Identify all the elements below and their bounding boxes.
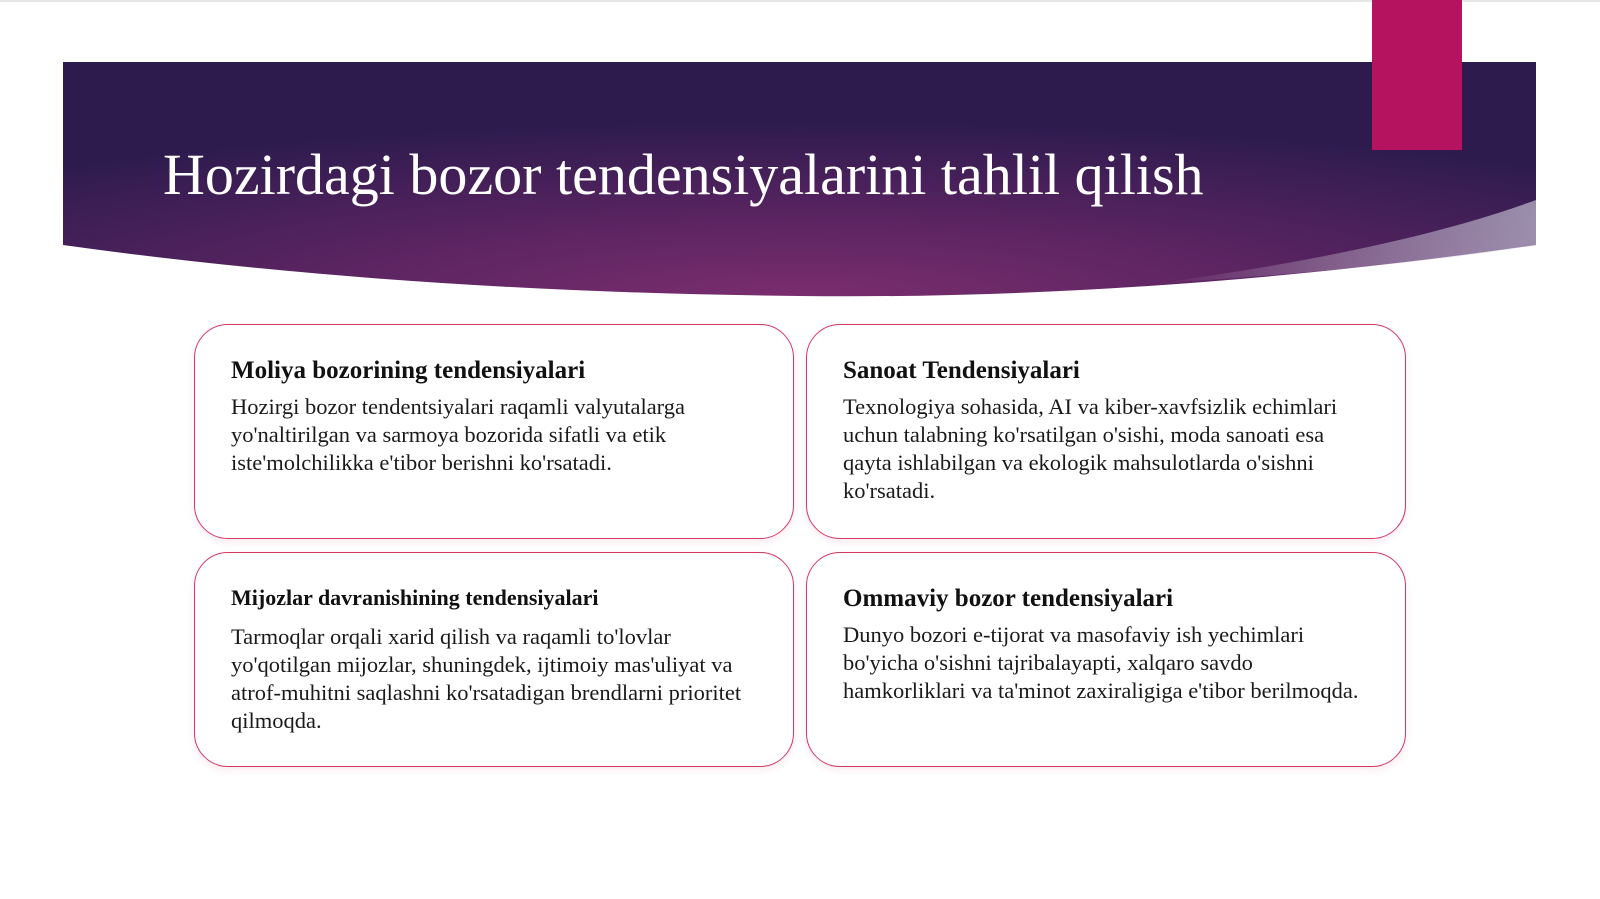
slide-title: Hozirdagi bozor tendensiyalarini tahlil qilish bbox=[163, 142, 1204, 207]
accent-bar bbox=[1372, 0, 1462, 150]
card-customer-behavior-trends bbox=[194, 552, 794, 767]
card-heading: Mijozlar davranishining tendensiyalari bbox=[231, 585, 599, 610]
card-body: Hozirgi bozor tendentsiyalari raqamli valyutalarga yo'naltirilgan va sarmoya bozorida sifatli va etik iste'molchilikka e'tibor berishni ko'rsatadi. bbox=[231, 394, 686, 475]
card-body: Tarmoqlar orqali xarid qilish va raqamli to'lovlar yo'qotilgan mijozlar, shuningdek, ijtimoiy mas'uliyat va atrof-muhitni saqlashni ko'rsatadigan brendlarni prioritet qilmoqda. bbox=[231, 624, 742, 733]
card-body: Dunyo bozori e-tijorat va masofaviy ish yechimlari bo'yicha o'sishni tajribalayapti, xalqaro savdo hamkorliklari va ta'minot zaxiraligiga e'tibor berilmoqda. bbox=[843, 622, 1359, 703]
card-financial-market-trends bbox=[194, 324, 794, 539]
card-heading: Moliya bozorining tendensiyalari bbox=[231, 357, 586, 384]
card-heading: Ommaviy bozor tendensiyalari bbox=[843, 585, 1174, 612]
card-heading: Sanoat Tendensiyalari bbox=[843, 357, 1080, 384]
card-industry-trends bbox=[806, 324, 1406, 539]
card-mass-market-trends bbox=[806, 552, 1406, 767]
card-body: Texnologiya sohasida, AI va kiber-xavfsizlik echimlari uchun talabning ko'rsatilgan o'sishi, moda sanoati esa qayta ishlabilgan va ekologik mahsulotlarda o'sishni ko'rsatadi. bbox=[843, 394, 1338, 503]
